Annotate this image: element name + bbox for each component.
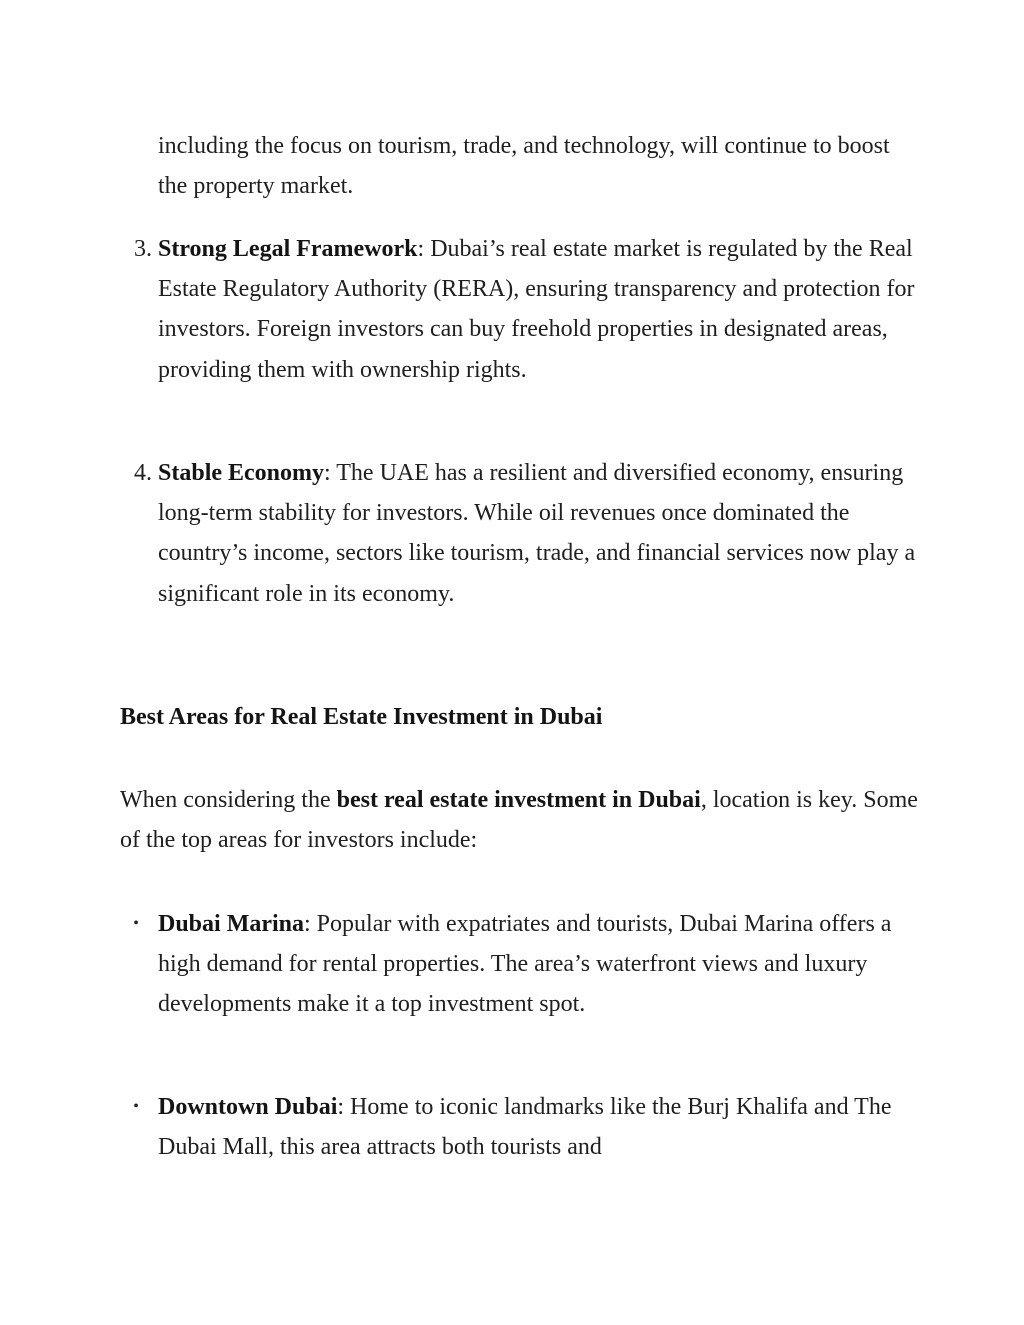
- list-item-body: [158, 1087, 920, 1167]
- list-item-title: Dubai Marina: [158, 911, 305, 937]
- list-item-title: Downtown Dubai: [158, 1094, 338, 1120]
- list-item-body: [158, 904, 920, 1025]
- list-item-text: : Home to iconic landmarks like the Burj Khalifa and The Dubai Mall, this area attracts both tourists and: [158, 1094, 892, 1161]
- list-number: 3.: [134, 236, 152, 262]
- list-item-text: : Popular with expatriates and tourists, Dubai Marina offers a high demand for rental properties. The area’s waterfront views and luxury developments make it a top investment spot.: [158, 911, 892, 1018]
- intro-text-before: When considering the: [120, 787, 337, 813]
- section-heading: Best Areas for Real Estate Investment in Dubai: [120, 704, 603, 730]
- bullet-item-downtown-dubai: [120, 1087, 920, 1167]
- bullet-icon: •: [133, 915, 139, 932]
- intro-bold-phrase: best real estate investment in Dubai: [336, 787, 701, 813]
- list-item-body: [158, 453, 920, 614]
- intro-paragraph: [120, 780, 920, 860]
- bullet-icon: •: [133, 1098, 139, 1115]
- list-item-text: : Dubai’s real estate market is regulated by the Real Estate Regulatory Authority (RERA), ensuring transparency and protection for investors. Foreign investors can buy freehold properties in designated areas, providing them with ownership rights.: [158, 236, 915, 383]
- list-number: 4.: [134, 460, 152, 486]
- intro-text-after: , location is key. Some of the top areas for investors include:: [120, 787, 918, 854]
- list-item-body: [158, 229, 920, 390]
- list-item-title: Stable Economy: [158, 460, 325, 486]
- numbered-item-legal-framework: [120, 229, 920, 390]
- bullet-item-dubai-marina: [120, 904, 920, 1025]
- numbered-item-stable-economy: [120, 453, 920, 614]
- list-item-title: Strong Legal Framework: [158, 236, 418, 262]
- list-item-text: : The UAE has a resilient and diversified economy, ensuring long-term stability for investors. While oil revenues once dominated the country’s income, sectors like tourism, trade, and financial services now play a significant role in its economy.: [158, 460, 916, 607]
- continuation-paragraph: including the focus on tourism, trade, and technology, will continue to boost the property market.: [158, 133, 890, 200]
